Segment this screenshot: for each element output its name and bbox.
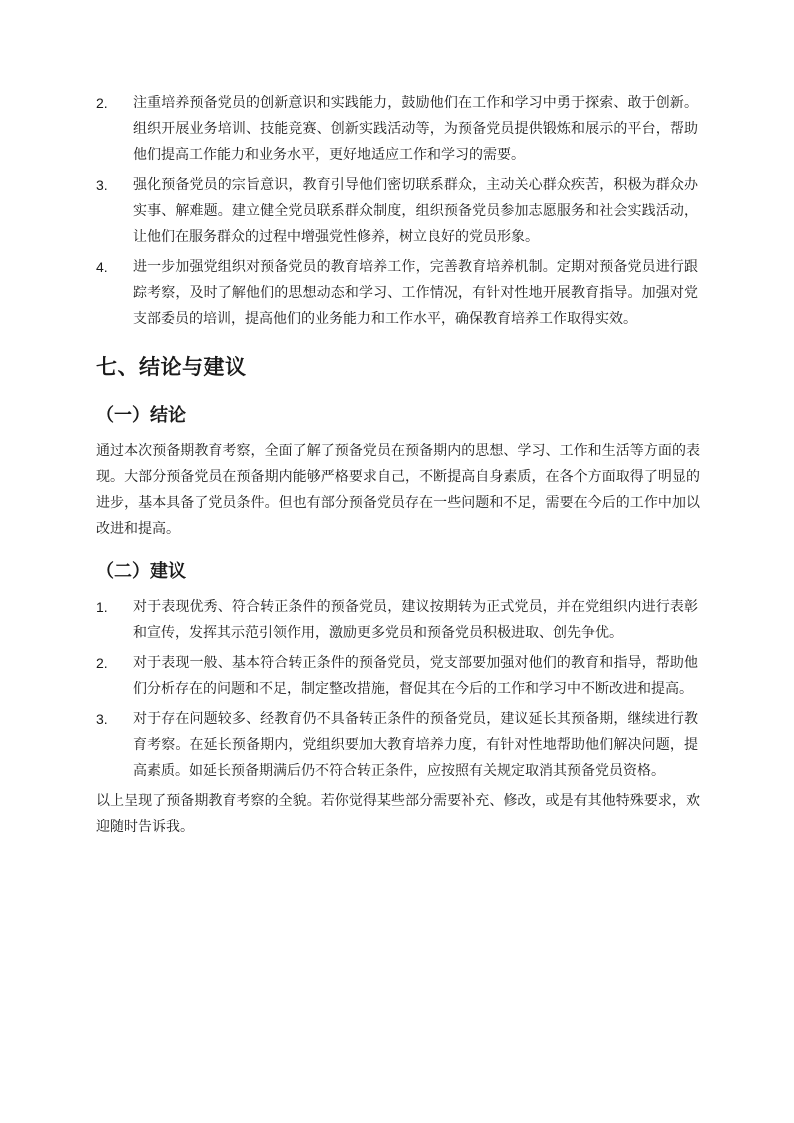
list-item (96, 706, 700, 784)
list-text: 对于表现一般、基本符合转正条件的预备党员，党支部要加强对他们的教育和指导，帮助他们分析存在的问题和不足，制定整改措施，督促其在今后的工作和学习中不断改进和提高。 (133, 655, 698, 697)
list-text: 强化预备党员的宗旨意识，教育引导他们密切联系群众，主动关心群众疾苦，积极为群众办实事、解难题。建立健全党员联系群众制度，组织预备党员参加志愿服务和社会实践活动，让他们在服务群众的过程中增强党性修养，树立良好的党员形象。 (133, 177, 698, 245)
list-item (96, 254, 700, 332)
list-item (96, 650, 700, 702)
list-text: 对于存在问题较多、经教育仍不具备转正条件的预备党员，建议延长其预备期，继续进行教育考察。在延长预备期内，党组织要加大教育培养力度，有针对性地帮助他们解决问题，提高素质。如延长预备期满后仍不符合转正条件，应按照有关规定取消其预备党员资格。 (133, 711, 698, 779)
list-number: 3. (96, 711, 108, 727)
list-item (96, 594, 700, 646)
list-number: 2. (96, 95, 108, 111)
list-item (96, 90, 700, 168)
measures-list (96, 90, 700, 332)
suggestions-list (96, 594, 700, 784)
conclusion-paragraph: 通过本次预备期教育考察，全面了解了预备党员在预备期内的思想、学习、工作和生活等方面的表现。大部分预备党员在预备期内能够严格要求自己，不断提高自身素质，在各个方面取得了明显的进步，基本具备了党员条件。但也有部分预备党员存在一些问题和不足，需要在今后的工作中加以改进和提高。 (96, 443, 700, 537)
list-text: 注重培养预备党员的创新意识和实践能力，鼓励他们在工作和学习中勇于探索、敢于创新。组织开展业务培训、技能竞赛、创新实践活动等，为预备党员提供锻炼和展示的平台，帮助他们提高工作能力和业务水平，更好地适应工作和学习的需要。 (133, 95, 698, 163)
closing-paragraph: 以上呈现了预备期教育考察的全貌。若你觉得某些部分需要补充、修改，或是有其他特殊要求，欢迎随时告诉我。 (96, 793, 700, 835)
document-page (96, 90, 700, 856)
section-title: 七、结论与建议 (96, 355, 247, 379)
suggestions-heading: （二）建议 (96, 561, 186, 582)
list-text: 进一步加强党组织对预备党员的教育培养工作，完善教育培养机制。定期对预备党员进行跟踪考察，及时了解他们的思想动态和学习、工作情况，有针对性地开展教育指导。加强对党支部委员的培训，提高他们的业务能力和工作水平，确保教育培养工作取得实效。 (133, 259, 698, 327)
list-number: 3. (96, 177, 108, 193)
list-number: 4. (96, 259, 108, 275)
list-number: 2. (96, 655, 108, 671)
list-number: 1. (96, 599, 108, 615)
list-text: 对于表现优秀、符合转正条件的预备党员，建议按期转为正式党员，并在党组织内进行表彰和宣传，发挥其示范引领作用，激励更多党员和预备党员积极进取、创先争优。 (133, 599, 698, 641)
list-item (96, 172, 700, 250)
conclusion-heading: （一）结论 (96, 405, 186, 426)
